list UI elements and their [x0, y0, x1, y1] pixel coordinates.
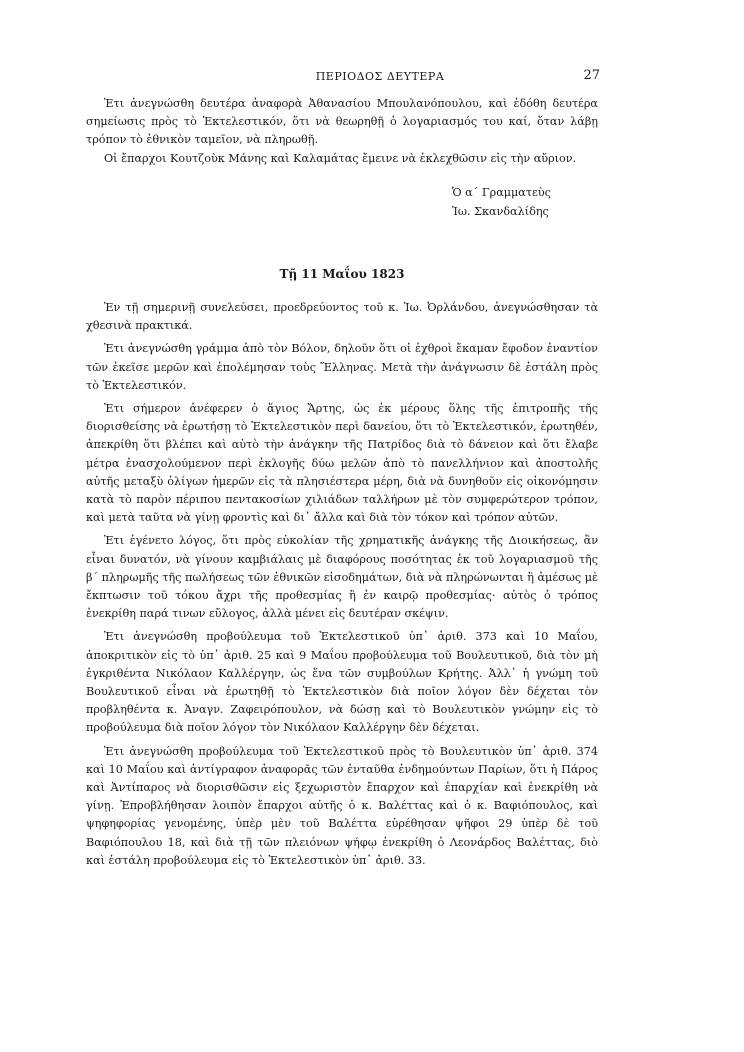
paragraph: Ἐτι ἀνεγνώσθη γράμμα ἀπὸ τὸν Βόλον, δηλοῦν ὅτι οἱ ἐχθροὶ ἔκαμαν ἔφοδον ἐναντίον τῶν ἐκεῖσε μερῶν καὶ ἐπολέμησαν τοὺς Ἕλληνας. Μετὰ τὴν ἀνάγνωσιν δὲ ἐστάλη πρὸς τὸ Ἐκτελεστικόν. [86, 342, 598, 392]
session-body [86, 299, 598, 870]
paragraph: Ἐτι ἀνεγνώσθη προβούλευμα τοῦ Ἐκτελεστικοῦ ὑπ᾽ ἀριθ. 373 καὶ 10 Μαΐου, ἀποκριτικὸν εἰς τὸ ὑπ᾽ ἀριθ. 25 καὶ 9 Μαΐου προβούλευμα τοῦ Βουλευτικοῦ, διὰ τὸν μὴ ἐγκριθέντα Νικόλαον Καλλέργην, ὡς ἕνα τῶν συμβούλων Κρήτης. Ἀλλ᾽ ἡ γνώμη τοῦ Βουλευτικοῦ εἶναι νὰ ἐρωτηθῇ τὸ Ἐκτελεστικὸν διὰ ποῖον λόγον δὲν δέχεται τὸν προβληθέντα κ. Ἀναγν. Ζαφειρόπουλον, νὰ δώσῃ καὶ τὸ Βουλευτικὸν γνώμην εἰς τὸ προβούλευμα διὰ ποῖον λόγον τὸν Νικόλαον Καλλέργην δὲν δέχεται. [86, 630, 598, 735]
running-title: ΠΕΡΙΟΔΟΣ ΔΕΥΤΕΡΑ [315, 70, 445, 83]
page-number: 27 [583, 68, 600, 83]
date-heading: Τῇ 11 Μαΐου 1823 [279, 267, 405, 281]
top-section [86, 95, 598, 168]
paragraph: Ἐτι ἀνεγνώσθη προβούλευμα τοῦ Ἐκτελεστικοῦ πρὸς τὸ Βουλευτικὸν ὑπ᾽ ἀριθ. 374 καὶ 10 Μαΐου καὶ ἀντίγραφον ἀναφορᾶς τῶν ἐνταῦθα ἐνδημούντων Παρίων, ὅτι ἡ Πάρος καὶ Ἀντίπαρος νὰ διορισθῶσιν εἰς ξεχωριστὸν ἔπαρχον καὶ ἐπαρχίαν καὶ ἐνεκρίθη νὰ γίνῃ. Ἐπροβλήθησαν λοιπὸν ἔπαρχοι αὐτῆς ὁ κ. Βαλέττας καὶ ὁ κ. Βαφιόπουλος, καὶ ψηφηφορίας γενομένης, ὑπὲρ μὲν τοῦ Βαλέττα εὑρέθησαν ψῆφοι 29 ὑπὲρ δὲ τοῦ Βαφιόπουλου 18, καὶ διὰ τῇ τῶν πλειόνων ψήφῳ ἐνεκρίθη ὁ Λεονάρδος Βαλέττας, διὸ καὶ ἐστάλη προβούλευμα εἰς τὸ Ἐκτελεστικὸν ὑπ᾽ ἀριθ. 33. [86, 744, 598, 867]
paragraph: Ἐτι ἀνεγνώσθη δευτέρα ἀναφορὰ Ἀθανασίου Μπουλανόπουλου, καὶ ἐδόθη δευτέρα σημείωσις πρὸς τὸ Ἐκτελεστικόν, ὅτι νὰ θεωρηθῇ ὁ λογαριασμός του καί, ὅταν λάβῃ τρόπον τὸ ἐθνικὸν ταμεῖον, νὰ πληρωθῇ. [86, 97, 598, 147]
signature-title: Ὁ α΄ Γραμματεὺς [452, 186, 551, 199]
paragraph: Ἐν τῇ σημερινῇ συνελεύσει, προεδρεύοντος τοῦ κ. Ἰω. Ὀρλάνδου, ἀνεγνώσθησαν τὰ χθεσινὰ πρακτικά. [86, 301, 598, 333]
paragraph: Ἐτι σήμερον ἀνέφερεν ὁ ἅγιος Ἄρτης, ὡς ἐκ μέρους ὅλης τῆς ἐπιτροπῆς τῆς διορισθείσης νὰ ἐρωτήσῃ τὸ Ἐκτελεστικὸν περὶ δανείου, ὅτι τὸ Ἐκτελεστικόν, ἐρωτηθέν, ἀπεκρίθη ὅτι βλέπει καὶ αὐτὸ τὴν ἀνάγκην τῆς Πατρίδος διὰ τὸ δάνειον καὶ ὅτι ἔλαβε μέτρα ἐνασχολούμενον περὶ ἐκλογῆς δύω μελῶν ἀπὸ τὸ πανελλήνιον καὶ ἀποστολῆς αὐτῆς μεταξὺ ὀλίγων ἡμερῶν εἰς τὰ πλησιέστερα μέρη, διὰ νὰ δυνηθοῦν εἰς οἰκονόμησιν κατὰ τὸ παρὸν πέριπου πεντακοσίων χιλιάδων ταλλήρων μὲ τὸν συμφερώτερον τρόπον, καὶ μετὰ ταῦτα νὰ γίνῃ φροντὶς καὶ δι᾽ ἄλλα καὶ διὰ τὸν τόκον καὶ τρόπον αὐτῶν. [86, 402, 598, 525]
paragraph: Ἐτι ἐγένετο λόγος, ὅτι πρὸς εὐκολίαν τῆς χρηματικῆς ἀνάγκης τῆς Διοικήσεως, ἂν εἶναι δυνατόν, νὰ γίνουν καμβιάλαις μὲ διαφόρους ποσότητας ἐκ τοῦ λογαριασμοῦ τῆς β΄ πληρωμῆς τῆς πωλήσεως τῶν ἐθνικῶν εἰσοδημάτων, διὰ νὰ πληρώνωνται ἢ ἀμέσως μὲ ἔκπτωσιν τοῦ τόκου ἄχρι τῆς προθεσμίας ἢ ἐν καιρῷ προθεσμίας· αὐτὸς ὁ τρόπος ἐνεκρίθη παρά τινων εὔλογος, ἀλλὰ μένει εἰς δευτέραν σκέψιν. [86, 534, 598, 621]
signature-name: Ἰω. Σκανδαλίδης [452, 205, 549, 218]
paragraph: Οἱ ἔπαρχοι Κουτζοὺκ Μάνης καὶ Καλαμάτας ἔμεινε νὰ ἐκλεχθῶσιν εἰς τὴν αὔριον. [104, 151, 577, 165]
